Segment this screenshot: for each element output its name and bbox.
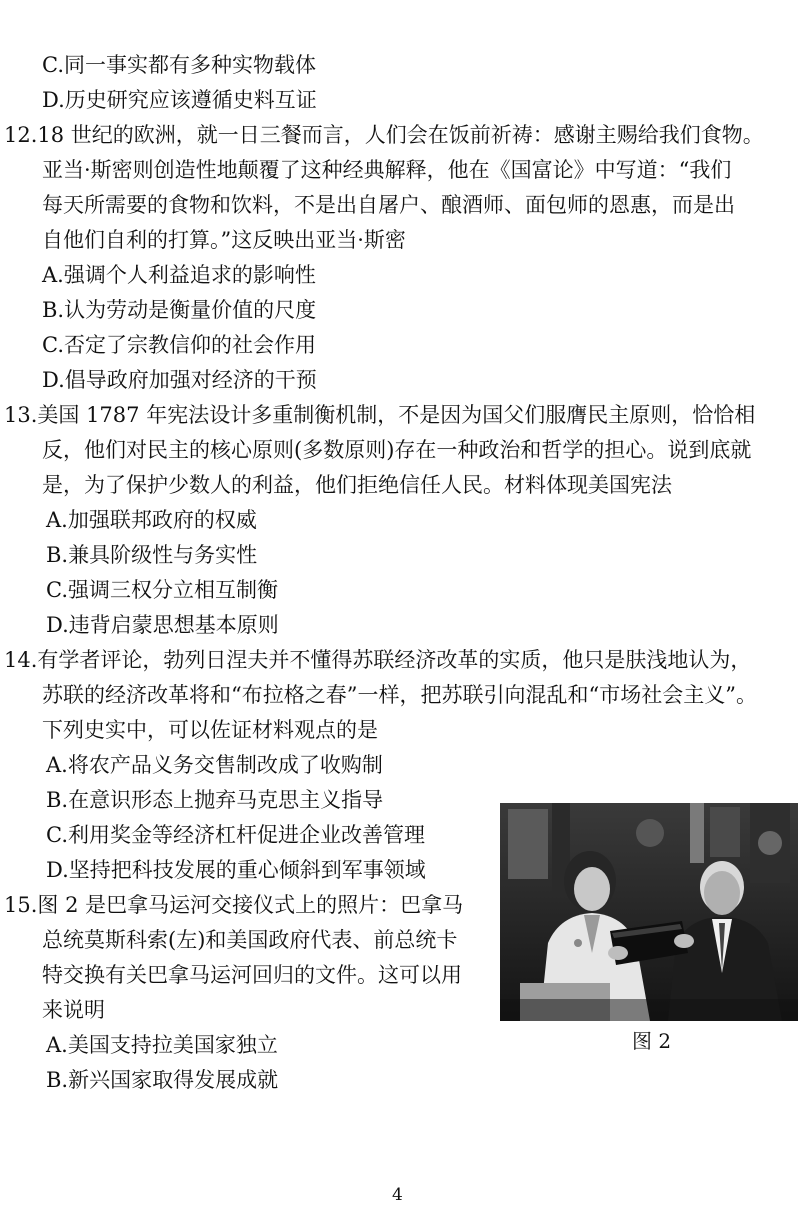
q15-option-b: B.新兴国家取得发展成就 (46, 1068, 279, 1092)
q12-stem-line-2: 亚当·斯密则创造性地颠覆了这种经典解释，他在《国富论》中写道：“我们 (42, 158, 732, 182)
q13-option-d: D.违背启蒙思想基本原则 (46, 613, 279, 637)
q12-option-d: D.倡导政府加强对经济的干预 (42, 368, 317, 392)
q15-stem-line-4: 来说明 (42, 998, 105, 1022)
q12-stem-line-1: 12.18 世纪的欧洲，就一日三餐而言，人们会在饭前祈祷：感谢主赐给我们食物。 (4, 123, 764, 147)
q13-option-a: A.加强联邦政府的权威 (46, 508, 257, 532)
q13-option-b: B.兼具阶级性与务实性 (46, 543, 258, 567)
ceremony-photo-illustration (500, 803, 798, 1021)
q14-option-c: C.利用奖金等经济杠杆促进企业改善管理 (46, 823, 425, 847)
q14-stem-line-2: 苏联的经济改革将和“布拉格之春”一样，把苏联引向混乱和“市场社会主义”。 (42, 683, 757, 707)
q13-stem-line-1: 13.美国 1787 年宪法设计多重制衡机制，不是因为国父们服膺民主原则，恰恰相 (4, 403, 756, 427)
q14-stem-line-1: 14.有学者评论，勃列日涅夫并不懂得苏联经济改革的实质，他只是肤浅地认为， (4, 648, 752, 672)
figure-2-caption: 图 2 (632, 1029, 672, 1053)
q12-stem-line-3: 每天所需要的食物和饮料，不是出自屠户、酿酒师、面包师的恩惠，而是出 (42, 193, 735, 217)
q12-stem-line-4: 自他们自利的打算。”这反映出亚当·斯密 (42, 228, 406, 252)
q13-option-c: C.强调三权分立相互制衡 (46, 578, 278, 602)
q14-option-d: D.坚持把科技发展的重心倾斜到军事领域 (46, 858, 426, 882)
q15-stem-line-2: 总统莫斯科索(左)和美国政府代表、前总统卡 (42, 928, 458, 952)
q12-option-c: C.否定了宗教信仰的社会作用 (42, 333, 316, 357)
q11-option-c: C.同一事实都有多种实物载体 (42, 53, 316, 77)
q14-option-a: A.将农产品义务交售制改成了收购制 (46, 753, 383, 777)
q12-option-a: A.强调个人利益追求的影响性 (42, 263, 316, 287)
q15-stem-line-1: 15.图 2 是巴拿马运河交接仪式上的照片：巴拿马 (4, 893, 464, 917)
q14-stem-line-3: 下列史实中，可以佐证材料观点的是 (42, 718, 378, 742)
q13-stem-line-2: 反，他们对民主的核心原则(多数原则)存在一种政治和哲学的担心。说到底就 (42, 438, 752, 462)
q15-stem-line-3: 特交换有关巴拿马运河回归的文件。这可以用 (42, 963, 462, 987)
q14-option-b: B.在意识形态上抛弃马克思主义指导 (46, 788, 384, 812)
q12-option-b: B.认为劳动是衡量价值的尺度 (42, 298, 317, 322)
q11-option-d: D.历史研究应该遵循史料互证 (42, 88, 317, 112)
q13-stem-line-3: 是，为了保护少数人的利益，他们拒绝信任人民。材料体现美国宪法 (42, 473, 672, 497)
page-number: 4 (392, 1185, 403, 1205)
figure-2-photo (500, 803, 798, 1021)
q15-option-a: A.美国支持拉美国家独立 (46, 1033, 278, 1057)
